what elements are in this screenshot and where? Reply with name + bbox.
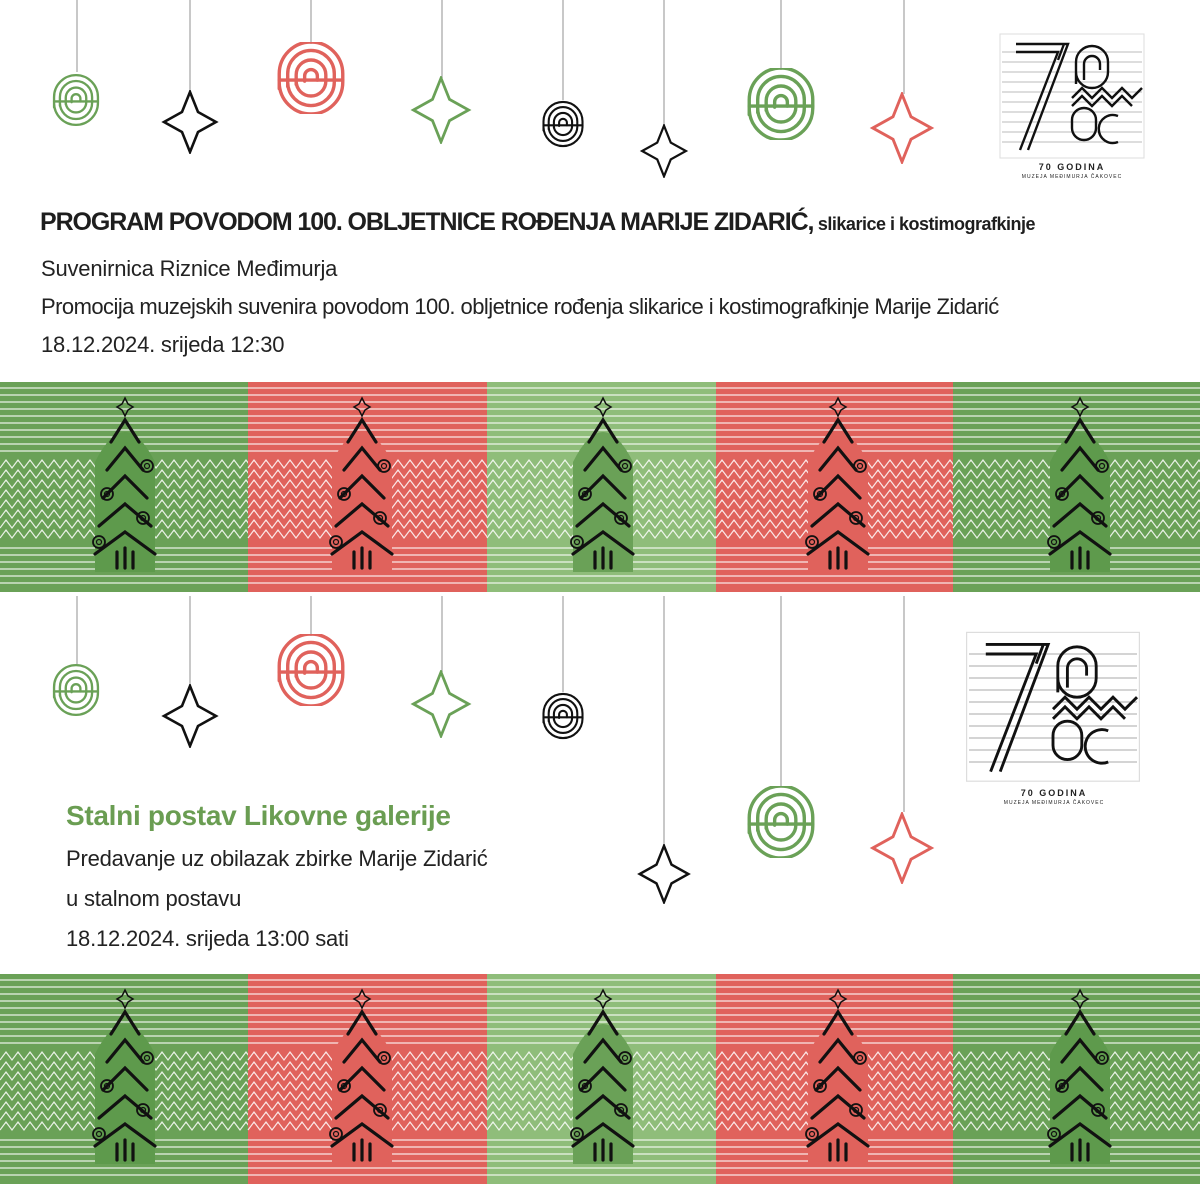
ornament-string bbox=[903, 596, 905, 812]
event1-title-sub: slikarice i kostimografkinje bbox=[813, 214, 1036, 234]
black-coil-ornament bbox=[537, 690, 589, 742]
red-coil-ornament bbox=[275, 42, 347, 114]
museum-anniversary-logo bbox=[998, 32, 1146, 182]
ornament-string bbox=[562, 0, 564, 100]
black-coil-ornament bbox=[537, 98, 589, 150]
green-coil-ornament bbox=[46, 70, 106, 130]
christmas-tree-band bbox=[0, 974, 1200, 1184]
ornament-string bbox=[780, 596, 782, 786]
ornament-string bbox=[562, 596, 564, 692]
black-star-ornament bbox=[160, 90, 220, 154]
ornament-string bbox=[76, 0, 78, 72]
event1-datetime: 18.12.2024. srijeda 12:30 bbox=[41, 332, 285, 357]
green-star-ornament bbox=[409, 76, 473, 144]
event2-description-line1: Predavanje uz obilazak zbirke Marije Zidarić bbox=[66, 846, 488, 871]
green-coil-ornament bbox=[745, 68, 817, 140]
black-star-ornament bbox=[633, 124, 695, 178]
event2-description-line2: u stalnom postavu bbox=[66, 886, 242, 911]
ornament-string bbox=[310, 0, 312, 44]
red-star-ornament bbox=[866, 92, 938, 164]
event1-title bbox=[40, 208, 1035, 237]
ornament-string bbox=[780, 0, 782, 70]
event2-datetime: 18.12.2024. srijeda 13:00 sati bbox=[66, 926, 349, 951]
event1-description: Promocija muzejskih suvenira povodom 100. obljetnice rođenja slikarice i kostimografkinje Marije Zidarić bbox=[41, 294, 999, 319]
seventy-logo-icon bbox=[998, 32, 1146, 162]
red-star-ornament bbox=[866, 812, 938, 884]
event1-title-main: PROGRAM POVODOM 100. OBLJETNICE ROĐENJA MARIJE ZIDARIĆ, bbox=[40, 208, 814, 236]
event2-title: Stalni postav Likovne galerije bbox=[66, 800, 451, 831]
green-coil-ornament bbox=[745, 786, 817, 858]
ornament-string bbox=[189, 596, 191, 686]
black-star-ornament bbox=[633, 844, 695, 904]
band-panel bbox=[0, 974, 252, 1184]
green-coil-ornament bbox=[46, 660, 106, 720]
band-panel bbox=[716, 382, 956, 592]
museum-anniversary-logo bbox=[964, 630, 1142, 810]
band-panel bbox=[248, 382, 488, 592]
logo-subcaption: MUZEJA MEĐIMURJA ČAKOVEC bbox=[1003, 800, 1105, 806]
ornament-string bbox=[441, 0, 443, 78]
band-panel bbox=[487, 382, 727, 592]
ornament-string bbox=[663, 596, 665, 846]
logo-subcaption: MUZEJA MEĐIMURJA ČAKOVEC bbox=[1021, 174, 1123, 180]
ornament-string bbox=[310, 596, 312, 636]
red-coil-ornament bbox=[275, 634, 347, 706]
ornament-string bbox=[189, 0, 191, 92]
band-panel bbox=[716, 974, 956, 1184]
logo-caption: 70 GODINA bbox=[1020, 788, 1088, 798]
band-panel bbox=[0, 382, 252, 592]
ornament-string bbox=[76, 596, 78, 664]
black-star-ornament bbox=[160, 684, 220, 748]
logo-caption: 70 GODINA bbox=[1038, 162, 1106, 172]
ornament-string bbox=[441, 596, 443, 672]
band-panel bbox=[953, 974, 1200, 1184]
ornament-string bbox=[663, 0, 665, 126]
band-panel bbox=[487, 974, 727, 1184]
band-panel bbox=[248, 974, 488, 1184]
christmas-tree-band bbox=[0, 382, 1200, 592]
band-panel bbox=[953, 382, 1200, 592]
green-star-ornament bbox=[409, 670, 473, 738]
seventy-logo-icon bbox=[964, 630, 1142, 786]
event1-location: Suvenirnica Riznice Međimurja bbox=[41, 256, 338, 281]
ornament-string bbox=[903, 0, 905, 94]
